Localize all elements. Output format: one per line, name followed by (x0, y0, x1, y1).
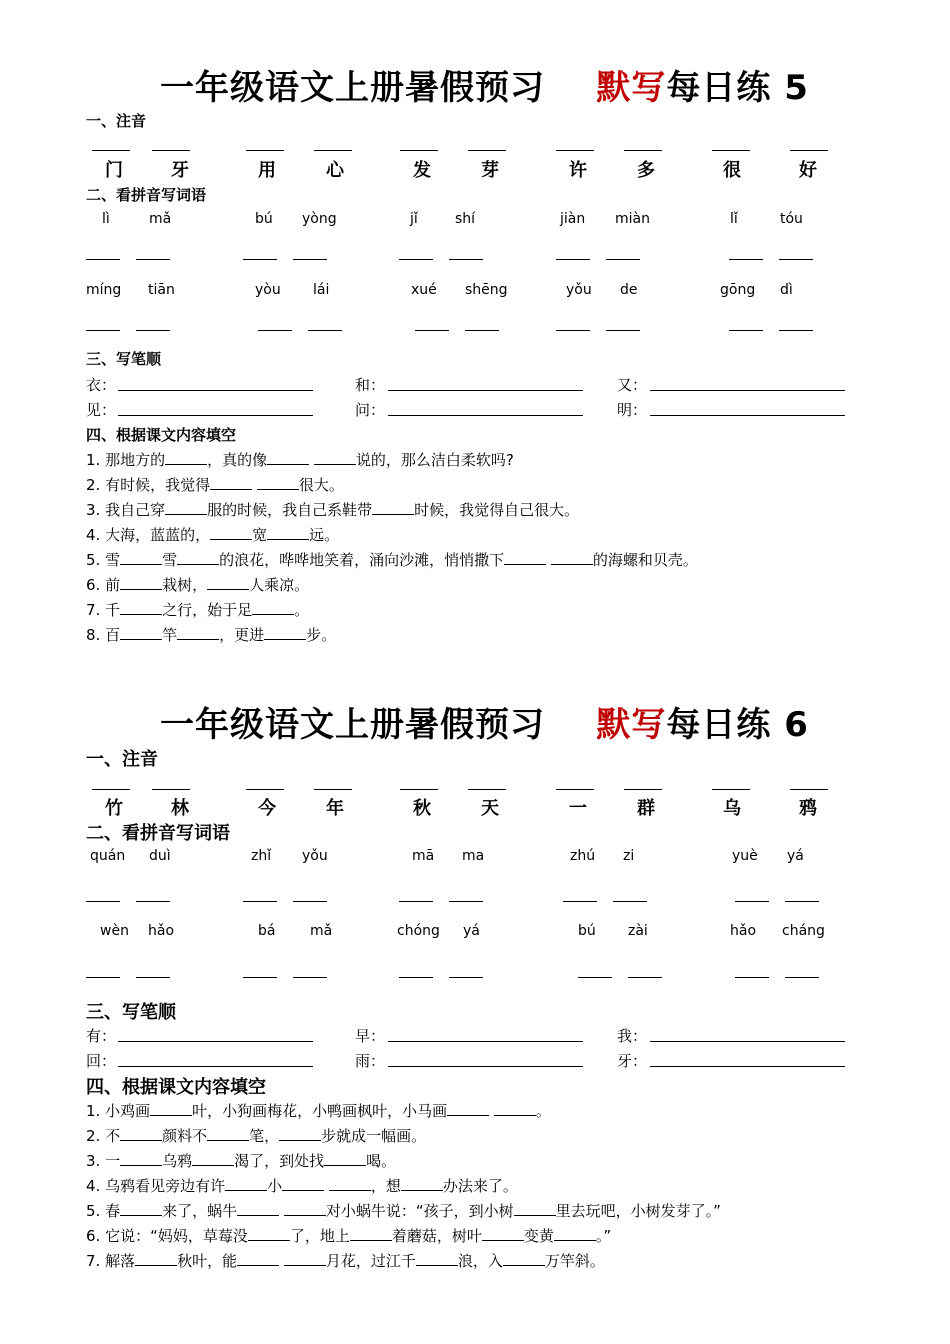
question-text: 8. 百 (86, 626, 121, 644)
question-text: 1. 那地方的 (86, 451, 166, 469)
stroke-label: 见： (86, 401, 117, 419)
stroke-blank[interactable] (388, 1066, 583, 1067)
word-blank[interactable] (136, 259, 170, 260)
word-blank[interactable] (399, 901, 433, 902)
pinyin: bá (258, 923, 276, 939)
hanzi: 一 (569, 798, 587, 819)
answer-blank[interactable] (514, 1201, 556, 1216)
question-text: 的海螺和贝壳。 (592, 551, 698, 569)
question-text: 时候，我觉得自己很大。 (414, 501, 580, 519)
question-text: 4. 大海，蓝蓝的， (86, 526, 211, 544)
fill-question-4 (86, 524, 339, 545)
answer-blank[interactable] (551, 550, 593, 565)
hanzi: 心 (326, 160, 344, 181)
word-blank[interactable] (729, 259, 763, 260)
word-blank[interactable] (628, 977, 662, 978)
question-text: 渴了，到处找 (234, 1152, 325, 1170)
question-text: 2. 有时候，我觉得 (86, 476, 211, 494)
pinyin: yuè (732, 848, 758, 864)
word-blank[interactable] (258, 330, 292, 331)
pinyin: quán (90, 848, 126, 864)
pinyin: lì (102, 211, 110, 227)
question-text: 7. 解落 (86, 1252, 136, 1270)
pinyin-blank[interactable] (152, 789, 190, 790)
answer-blank[interactable] (504, 550, 546, 565)
word-blank[interactable] (399, 259, 433, 260)
answer-blank[interactable] (237, 1201, 279, 1216)
fill-question-5 (86, 1200, 721, 1221)
pinyin-blank[interactable] (712, 150, 750, 151)
stroke-label: 衣： (86, 376, 117, 394)
title-tail: 每日练 6 (666, 705, 809, 745)
question-text: 5. 春 (86, 1202, 121, 1220)
question-text: 1. 小鸡画 (86, 1102, 151, 1120)
pinyin: duì (149, 848, 171, 864)
question-text: 来了，蜗牛 (162, 1202, 238, 1220)
answer-blank[interactable] (210, 525, 252, 540)
pinyin-blank[interactable] (556, 150, 594, 151)
question-text: 月花，过江千 (325, 1252, 416, 1270)
question-text: 3. 我自己穿 (86, 501, 166, 519)
stroke-blank[interactable] (650, 1066, 845, 1067)
word-blank[interactable] (415, 330, 449, 331)
question-text: 栽树， (162, 576, 208, 594)
question-text: 办法来了。 (442, 1177, 518, 1195)
pinyin: yòu (255, 282, 281, 298)
answer-blank[interactable] (165, 450, 207, 465)
answer-blank[interactable] (257, 475, 299, 490)
pinyin-blank[interactable] (314, 150, 352, 151)
answer-blank[interactable] (120, 600, 162, 615)
pinyin: yá (787, 848, 804, 864)
answer-blank[interactable] (192, 1151, 234, 1166)
pinyin-blank[interactable] (624, 789, 662, 790)
word-blank[interactable] (556, 259, 590, 260)
stroke-blank[interactable] (650, 390, 845, 391)
answer-blank[interactable] (150, 1101, 192, 1116)
question-text: 乌鸦 (162, 1152, 193, 1170)
stroke-label: 牙： (617, 1052, 648, 1070)
answer-blank[interactable] (207, 575, 249, 590)
fill-question-7 (86, 1250, 605, 1271)
answer-blank[interactable] (284, 1251, 326, 1266)
section-1-heading: 一、注音 (86, 112, 147, 130)
word-blank[interactable] (563, 901, 597, 902)
hanzi: 用 (258, 160, 276, 181)
hanzi: 发 (413, 160, 431, 181)
fill-question-4 (86, 1175, 518, 1196)
section-4-heading: 四、根据课文内容填空 (86, 426, 237, 444)
section-3-heading: 三、写笔顺 (86, 1002, 176, 1023)
pinyin: bú (255, 211, 273, 227)
question-text: 2. 不 (86, 1127, 121, 1145)
hanzi: 乌 (723, 798, 741, 819)
word-blank[interactable] (613, 901, 647, 902)
stroke-label: 我： (617, 1027, 648, 1045)
pinyin-blank[interactable] (246, 150, 284, 151)
hanzi: 好 (799, 160, 817, 181)
answer-blank[interactable] (237, 1251, 279, 1266)
pinyin-blank[interactable] (400, 150, 438, 151)
pinyin: zhú (570, 848, 596, 864)
word-blank[interactable] (136, 977, 170, 978)
stroke-label: 回： (86, 1052, 117, 1070)
answer-blank[interactable] (284, 1201, 326, 1216)
stroke-label: 雨： (355, 1052, 386, 1070)
exercise-6-title (160, 697, 809, 746)
question-text: 秋叶，能 (177, 1252, 238, 1270)
pinyin: cháng (782, 923, 825, 939)
word-blank[interactable] (136, 901, 170, 902)
fill-question-3 (86, 499, 579, 520)
word-blank[interactable] (86, 901, 120, 902)
word-blank[interactable] (779, 259, 813, 260)
pinyin-blank[interactable] (246, 789, 284, 790)
pinyin: lái (313, 282, 330, 298)
word-blank[interactable] (86, 259, 120, 260)
question-text: 万竿斜。 (544, 1252, 605, 1270)
answer-blank[interactable] (248, 1226, 290, 1241)
answer-blank[interactable] (554, 1226, 596, 1241)
pinyin: zi (623, 848, 635, 864)
fill-question-2 (86, 474, 344, 495)
answer-blank[interactable] (267, 450, 309, 465)
fill-question-6 (86, 1225, 611, 1246)
fill-question-5 (86, 549, 698, 570)
stroke-blank[interactable] (388, 390, 583, 391)
question-text: 5. 雪 (86, 551, 121, 569)
pinyin: xué (411, 282, 437, 298)
word-blank[interactable] (606, 330, 640, 331)
question-text: 雪 (162, 551, 178, 569)
question-text: 步就成一幅画。 (321, 1127, 427, 1145)
stroke-blank[interactable] (650, 1041, 845, 1042)
pinyin: jǐ (410, 211, 418, 227)
answer-blank[interactable] (324, 1151, 366, 1166)
answer-blank[interactable] (314, 450, 356, 465)
question-text: 颜料不 (162, 1127, 208, 1145)
answer-blank[interactable] (282, 1176, 324, 1191)
hanzi: 天 (481, 798, 499, 819)
stroke-label: 明： (617, 401, 648, 419)
question-text: 变黄 (523, 1227, 554, 1245)
answer-blank[interactable] (279, 1126, 321, 1141)
word-blank[interactable] (243, 901, 277, 902)
stroke-blank[interactable] (650, 415, 845, 416)
answer-blank[interactable] (416, 1251, 458, 1266)
pinyin: mǎ (149, 211, 172, 227)
pinyin: zài (628, 923, 648, 939)
pinyin: jiàn (560, 211, 586, 227)
title-tail: 每日练 5 (666, 68, 809, 108)
question-text: 远。 (309, 526, 340, 544)
answer-blank[interactable] (165, 500, 207, 515)
pinyin-blank[interactable] (790, 150, 828, 151)
question-text: 竿 (162, 626, 178, 644)
stroke-label: 又： (617, 376, 648, 394)
question-text: ，更进 (219, 626, 265, 644)
question-text: 6. 前 (86, 576, 121, 594)
pinyin: lǐ (730, 211, 738, 227)
answer-blank[interactable] (350, 1226, 392, 1241)
word-blank[interactable] (785, 977, 819, 978)
stroke-blank[interactable] (388, 415, 583, 416)
word-blank[interactable] (293, 977, 327, 978)
answer-blank[interactable] (494, 1101, 536, 1116)
answer-blank[interactable] (503, 1251, 545, 1266)
pinyin: yá (463, 923, 480, 939)
fill-question-1 (86, 1100, 551, 1121)
question-text: 。 (294, 601, 310, 619)
stroke-blank[interactable] (118, 390, 313, 391)
pinyin-blank[interactable] (556, 789, 594, 790)
hanzi: 鸦 (799, 798, 817, 819)
question-text: 人乘凉。 (249, 576, 310, 594)
pinyin-blank[interactable] (468, 150, 506, 151)
stroke-label: 有： (86, 1027, 117, 1045)
question-text: 对小蜗牛说：“孩子，到小树 (325, 1202, 514, 1220)
answer-blank[interactable] (120, 1201, 162, 1216)
pinyin: yòng (302, 211, 337, 227)
pinyin: wèn (100, 923, 129, 939)
question-text: 喝。 (366, 1152, 397, 1170)
pinyin-blank[interactable] (712, 789, 750, 790)
stroke-blank[interactable] (118, 1041, 313, 1042)
section-2-heading: 二、看拼音写词语 (86, 186, 207, 204)
question-text: 小 (267, 1177, 283, 1195)
title-main: 一年级语文上册暑假预习 (160, 68, 545, 108)
word-blank[interactable] (308, 330, 342, 331)
pinyin-blank[interactable] (468, 789, 506, 790)
fill-question-6 (86, 574, 309, 595)
hanzi: 林 (171, 798, 189, 819)
pinyin: bú (578, 923, 596, 939)
stroke-blank[interactable] (118, 415, 313, 416)
question-text: 里去玩吧，小树发芽了。” (555, 1202, 721, 1220)
hanzi: 年 (326, 798, 344, 819)
pinyin: hǎo (730, 923, 757, 939)
answer-blank[interactable] (447, 1101, 489, 1116)
pinyin: de (620, 282, 638, 298)
word-blank[interactable] (449, 977, 483, 978)
word-blank[interactable] (735, 901, 769, 902)
answer-blank[interactable] (135, 1251, 177, 1266)
pinyin: míng (86, 282, 122, 298)
answer-blank[interactable] (210, 475, 252, 490)
title-main: 一年级语文上册暑假预习 (160, 705, 545, 745)
pinyin-blank[interactable] (152, 150, 190, 151)
answer-blank[interactable] (372, 500, 414, 515)
word-blank[interactable] (86, 977, 120, 978)
question-text: 步。 (306, 626, 337, 644)
question-text: ，真的像 (207, 451, 268, 469)
hanzi: 竹 (105, 798, 123, 819)
exercise-5-title (160, 60, 809, 109)
hanzi: 许 (569, 160, 587, 181)
word-blank[interactable] (243, 259, 277, 260)
pinyin: tiān (148, 282, 175, 298)
pinyin: mā (412, 848, 435, 864)
stroke-blank[interactable] (388, 1041, 583, 1042)
question-text: 笔， (249, 1127, 280, 1145)
answer-blank[interactable] (177, 550, 219, 565)
section-2-heading: 二、看拼音写词语 (86, 823, 230, 844)
answer-blank[interactable] (264, 625, 306, 640)
question-text: 了，地上 (289, 1227, 350, 1245)
title-red: 默写 (596, 68, 667, 108)
answer-blank[interactable] (120, 1126, 162, 1141)
question-text: 6. 它说：“妈妈，草莓没 (86, 1227, 248, 1245)
stroke-label: 早： (355, 1027, 386, 1045)
question-text: 7. 千 (86, 601, 121, 619)
pinyin: zhǐ (251, 848, 272, 864)
stroke-label: 和： (355, 376, 386, 394)
word-blank[interactable] (785, 901, 819, 902)
word-blank[interactable] (136, 330, 170, 331)
answer-blank[interactable] (225, 1176, 267, 1191)
pinyin: hǎo (148, 923, 175, 939)
question-text: 之行，始于足 (162, 601, 253, 619)
answer-blank[interactable] (120, 550, 162, 565)
stroke-label: 问： (355, 401, 386, 419)
pinyin: mǎ (310, 923, 333, 939)
section-3-heading: 三、写笔顺 (86, 350, 162, 368)
answer-blank[interactable] (482, 1226, 524, 1241)
word-blank[interactable] (578, 977, 612, 978)
word-blank[interactable] (779, 330, 813, 331)
answer-blank[interactable] (177, 625, 219, 640)
word-blank[interactable] (86, 330, 120, 331)
question-text: 。 (535, 1102, 551, 1120)
question-text: 很大。 (298, 476, 344, 494)
pinyin-blank[interactable] (92, 150, 130, 151)
answer-blank[interactable] (120, 1151, 162, 1166)
answer-blank[interactable] (207, 1126, 249, 1141)
fill-question-1 (86, 449, 514, 470)
word-blank[interactable] (449, 259, 483, 260)
word-blank[interactable] (735, 977, 769, 978)
section-1-heading: 一、注音 (86, 749, 158, 770)
pinyin: gōng (720, 282, 756, 298)
pinyin: chóng (397, 923, 440, 939)
pinyin: tóu (780, 211, 803, 227)
pinyin: dì (780, 282, 793, 298)
pinyin: shēng (465, 282, 508, 298)
answer-blank[interactable] (329, 1176, 371, 1191)
question-text: 的浪花，哗哗地笑着，涌向沙滩，悄悄撒下 (219, 551, 505, 569)
pinyin: miàn (615, 211, 650, 227)
word-blank[interactable] (243, 977, 277, 978)
pinyin: shí (455, 211, 476, 227)
answer-blank[interactable] (120, 575, 162, 590)
hanzi: 今 (258, 798, 276, 819)
fill-question-7 (86, 599, 309, 620)
hanzi: 多 (637, 160, 655, 181)
word-blank[interactable] (449, 901, 483, 902)
word-blank[interactable] (729, 330, 763, 331)
pinyin-blank[interactable] (92, 789, 130, 790)
question-text: 着蘑菇，树叶 (391, 1227, 482, 1245)
answer-blank[interactable] (120, 625, 162, 640)
pinyin-blank[interactable] (400, 789, 438, 790)
word-blank[interactable] (556, 330, 590, 331)
word-blank[interactable] (293, 901, 327, 902)
pinyin-blank[interactable] (790, 789, 828, 790)
question-text: 3. 一 (86, 1152, 121, 1170)
hanzi: 很 (723, 160, 741, 181)
hanzi: 群 (637, 798, 655, 819)
word-blank[interactable] (606, 259, 640, 260)
word-blank[interactable] (293, 259, 327, 260)
hanzi: 牙 (171, 160, 189, 181)
title-red: 默写 (596, 705, 667, 745)
fill-question-2 (86, 1125, 426, 1146)
question-text: 叶，小狗画梅花，小鸭画枫叶，小马画 (192, 1102, 448, 1120)
stroke-blank[interactable] (118, 1066, 313, 1067)
fill-question-3 (86, 1150, 396, 1171)
fill-question-8 (86, 624, 336, 645)
pinyin-blank[interactable] (624, 150, 662, 151)
answer-blank[interactable] (267, 525, 309, 540)
question-text: 宽 (252, 526, 268, 544)
hanzi: 芽 (481, 160, 499, 181)
question-text: 浪，入 (457, 1252, 503, 1270)
word-blank[interactable] (399, 977, 433, 978)
pinyin: yǒu (566, 282, 592, 298)
pinyin: yǒu (302, 848, 328, 864)
pinyin-blank[interactable] (314, 789, 352, 790)
question-text: 4. 乌鸦看见旁边有许 (86, 1177, 226, 1195)
question-text: 。” (595, 1227, 612, 1245)
answer-blank[interactable] (252, 600, 294, 615)
question-text: 说的，那么洁白柔软吗? (355, 451, 514, 469)
question-text: 服的时候，我自己系鞋带 (207, 501, 373, 519)
hanzi: 门 (105, 160, 123, 181)
pinyin: ma (462, 848, 485, 864)
word-blank[interactable] (465, 330, 499, 331)
section-4-heading: 四、根据课文内容填空 (86, 1077, 266, 1098)
answer-blank[interactable] (401, 1176, 443, 1191)
question-text: ，想 (370, 1177, 401, 1195)
hanzi: 秋 (413, 798, 431, 819)
